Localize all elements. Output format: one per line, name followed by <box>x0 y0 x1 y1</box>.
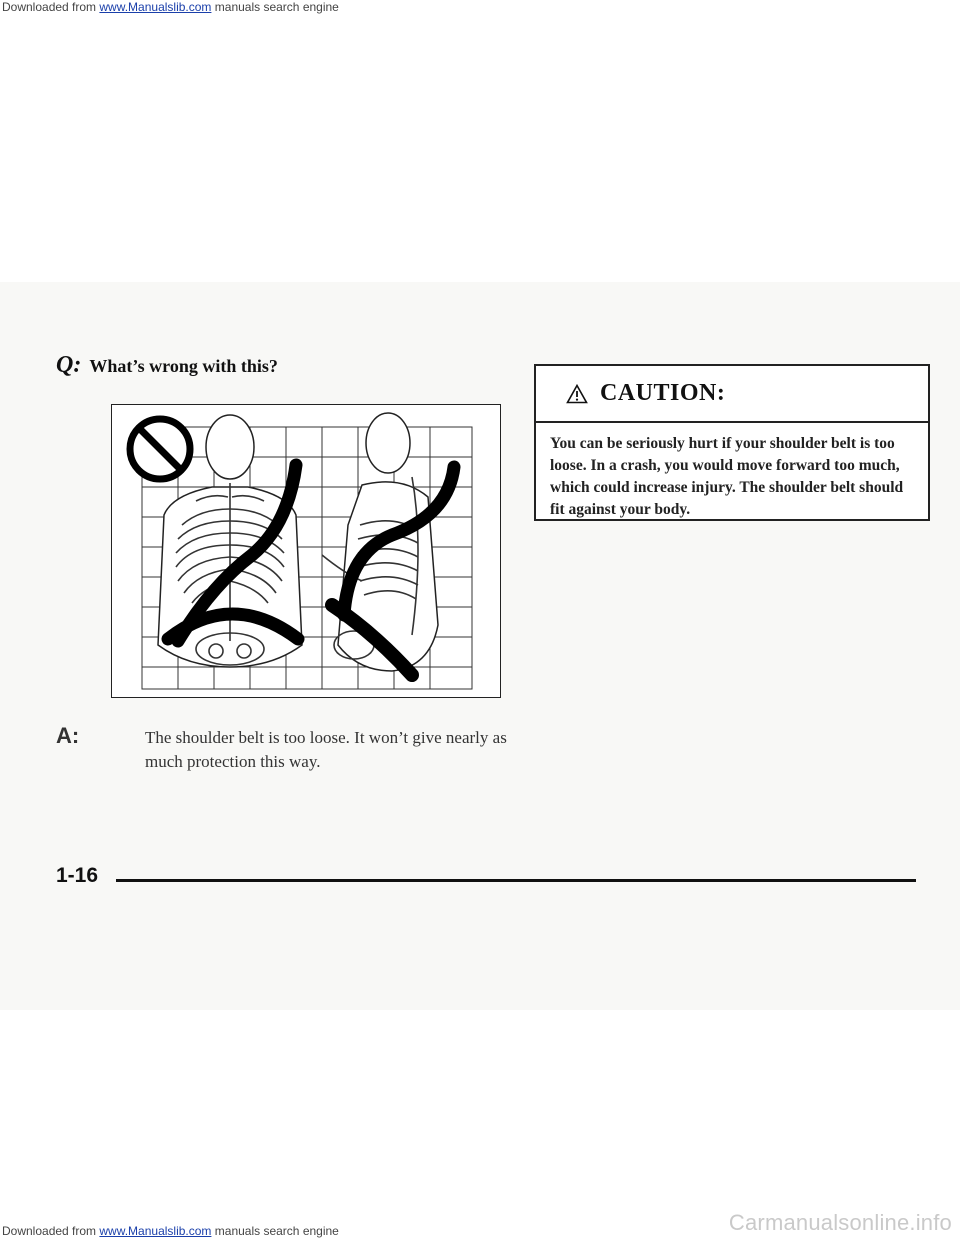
banner-prefix-bottom: Downloaded from <box>2 1224 100 1238</box>
caution-box <box>534 364 930 521</box>
caution-title: CAUTION: <box>600 380 726 406</box>
caution-text: You can be seriously hurt if your shoulder belt is too loose. In a crash, you would move forward too much, which could increase injury. The shoulder belt should fit against your body. <box>550 435 904 518</box>
answer-text: The shoulder belt is too loose. It won’t give nearly as much protection this way. <box>145 728 507 771</box>
question-text: What’s wrong with this? <box>89 356 278 376</box>
banner-suffix: manuals search engine <box>211 0 339 14</box>
no-symbol-icon <box>130 419 190 479</box>
caution-header <box>536 366 928 423</box>
download-banner-bottom <box>2 1224 339 1238</box>
page-number: 1-16 <box>56 864 99 887</box>
footer-rule <box>116 879 916 882</box>
warning-triangle-icon <box>566 384 588 404</box>
banner-suffix-bottom: manuals search engine <box>211 1224 339 1238</box>
seatbelt-illustration <box>111 404 501 698</box>
answer-letter: A: <box>56 723 80 748</box>
question-letter: Q: <box>56 352 82 378</box>
banner-prefix: Downloaded from <box>2 0 100 14</box>
answer-paragraph <box>56 723 516 774</box>
download-banner-top <box>2 0 339 14</box>
watermark: Carmanualsonline.info <box>728 1210 952 1235</box>
manualslib-link[interactable]: www.Manualslib.com <box>99 0 212 14</box>
question-heading <box>56 352 278 379</box>
manualslib-link-bottom[interactable]: www.Manualslib.com <box>99 1224 212 1238</box>
